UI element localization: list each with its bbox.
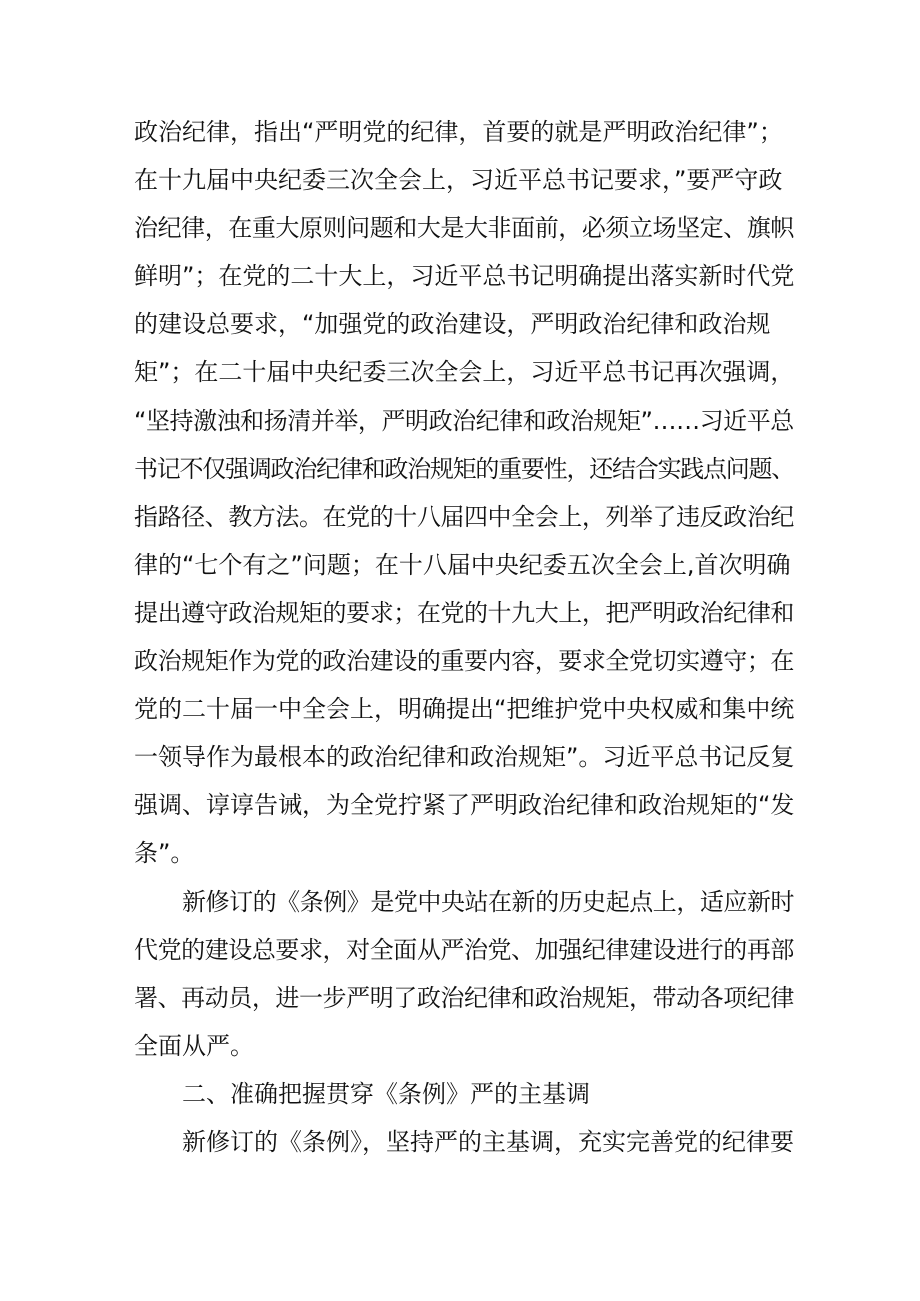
text-line: 矩”；在二十届中央纪委三次全会上，习近平总书记再次强调， [134, 358, 795, 387]
text-line: 政治规矩作为党的政治建设的重要内容，要求全党切实遵守；在 [134, 647, 794, 676]
text-line: 新修订的《条例》是党中央站在新的历史起点上，适应新时 [182, 887, 795, 916]
text-line: 代党的建设总要求，对全面从严治党、加强纪律建设进行的再部 [134, 935, 794, 964]
text-line: 律的“七个有之”问题；在十八届中央纪委五次全会上,首次明确 [134, 550, 791, 579]
text-line: 全面从严。 [134, 1031, 254, 1060]
text-line: 新修订的《条例》，坚持严的主基调，充实完善党的纪律要 [182, 1127, 794, 1156]
text-line: 二、准确把握贯穿《条例》严的主基调 [182, 1079, 590, 1108]
text-line: 政治纪律，指出“严明党的纪律，首要的就是严明政治纪律”； [134, 118, 783, 146]
text-line: 在十九届中央纪委三次全会上，习近平总书记要求，”要严守政 [134, 166, 783, 195]
text-line: “坚持激浊和扬清并举，严明政治纪律和政治规矩”……习近平总 [134, 406, 794, 435]
body-text [134, 108, 794, 1166]
text-line: 指路径、教方法。在党的十八届四中全会上，列举了违反政治纪 [134, 502, 794, 531]
text-line: 强调、谆谆告诫，为全党拧紧了严明政治纪律和政治规矩的“发 [134, 791, 795, 820]
text-line: 治纪律，在重大原则问题和大是大非面前，必须立场坚定、旗帜 [134, 214, 794, 243]
text-line: 条”。 [134, 839, 195, 868]
text-line: 的建设总要求，“加强党的政治建设，严明政治纪律和政治规 [134, 310, 771, 339]
text-line: 党的二十届一中全会上，明确提出“把维护党中央权威和集中统 [134, 695, 795, 724]
text-line: 鲜明”；在党的二十大上，习近平总书记明确提出落实新时代党 [134, 262, 795, 291]
text-line: 署、再动员，进一步严明了政治纪律和政治规矩，带动各项纪律 [134, 983, 794, 1012]
text-line: 书记不仅强调政治纪律和政治规矩的重要性，还结合实践点问题、 [134, 454, 795, 483]
text-line: 一领导作为最根本的政治纪律和政治规矩”。习近平总书记反复 [134, 743, 795, 772]
text-line: 提出遵守政治规矩的要求；在党的十九大上，把严明政治纪律和 [134, 598, 794, 627]
